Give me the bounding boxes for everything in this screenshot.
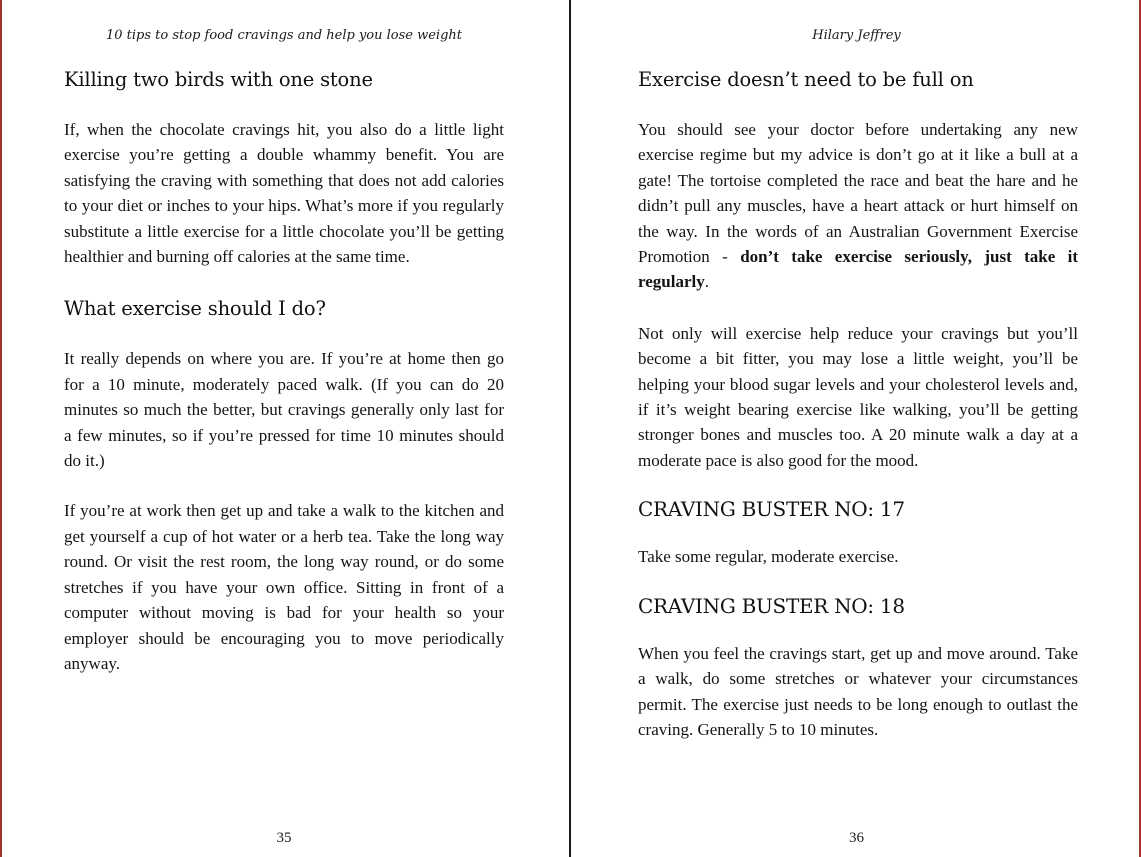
- craving-buster-17-text: Take some regular, moderate exercise.: [638, 547, 899, 567]
- paragraph: If, when the chocolate cravings hit, you also do a little light exercise you’re getting a double whammy benefit. You are satisfying the craving with something that does not add calories to your diet or inches to your hips. What’s more if you regularly substitute a little exercise for a little chocolate you’ll be getting healthier and burning off calories at the same time.: [64, 120, 504, 267]
- paragraph: [638, 117, 1078, 295]
- craving-buster-18-text: When you feel the cravings start, get up and move around. Take a walk, do some stretches or whatever your circumstances permit. The exercise just needs to be long enough to outlast the craving. Generally 5 to 10 minutes.: [638, 643, 1078, 739]
- section-heading-what-exercise: What exercise should I do?: [64, 297, 326, 321]
- spine-divider: [569, 0, 571, 857]
- right-page: [572, 0, 1141, 857]
- craving-buster-18-heading: CRAVING BUSTER NO: 18: [638, 593, 905, 618]
- bold-quote: don’t take exercise seriously, just take it regularly: [638, 247, 1079, 292]
- craving-buster-17-heading: CRAVING BUSTER NO: 17: [638, 497, 905, 522]
- paragraph-text: You should see your doctor before undertaking any new exercise regime but my advice is don’t go at it like a bull at a gate! The tortoise completed the race and beat the hare and he didn’t pull any muscles, have a heart attack or hurt himself on the way. In the words of an Australian Government Exercise Promotion -: [638, 120, 1078, 267]
- page-number: 35: [276, 830, 292, 846]
- running-head-author: Hilary Jeffrey: [812, 28, 901, 43]
- page-number: 36: [849, 830, 864, 846]
- paragraph-end: .: [704, 272, 709, 292]
- left-page: [2, 0, 570, 857]
- running-head-title: 10 tips to stop food cravings and help you lose weight: [105, 28, 462, 43]
- paragraph: Not only will exercise help reduce your cravings but you’ll become a bit fitter, you may lose a little weight, you’ll be helping your blood sugar levels and your cholesterol levels and, if it’s weight bearing exercise like walking, you’ll be getting stronger bones and muscles too. A 20 minute walk a day at a moderate pace is also good for the mood.: [638, 323, 1078, 470]
- right-page-content: [638, 66, 1078, 767]
- section-heading-exercise-full-on: Exercise doesn’t need to be full on: [638, 68, 974, 91]
- paragraph: It really depends on where you are. If you’re at home then go for a 10 minute, moderately paced walk. (If you can do 20 minutes so much the better, but cravings generally only last for a few minutes, so if you’re pressed for time 10 minutes should do it.): [64, 349, 504, 471]
- paragraph: If you’re at work then get up and take a walk to the kitchen and get yourself a cup of hot water or a herb tea. Take the long way round. Or visit the rest room, the long way round, or do some stretches if you have your own office. Sitting in front of a computer without moving is bad for your health so your employer should be encouraging you to move periodically anyway.: [64, 501, 504, 673]
- section-heading-killing-two-birds: Killing two birds with one stone: [64, 68, 373, 91]
- left-page-content: [64, 66, 504, 701]
